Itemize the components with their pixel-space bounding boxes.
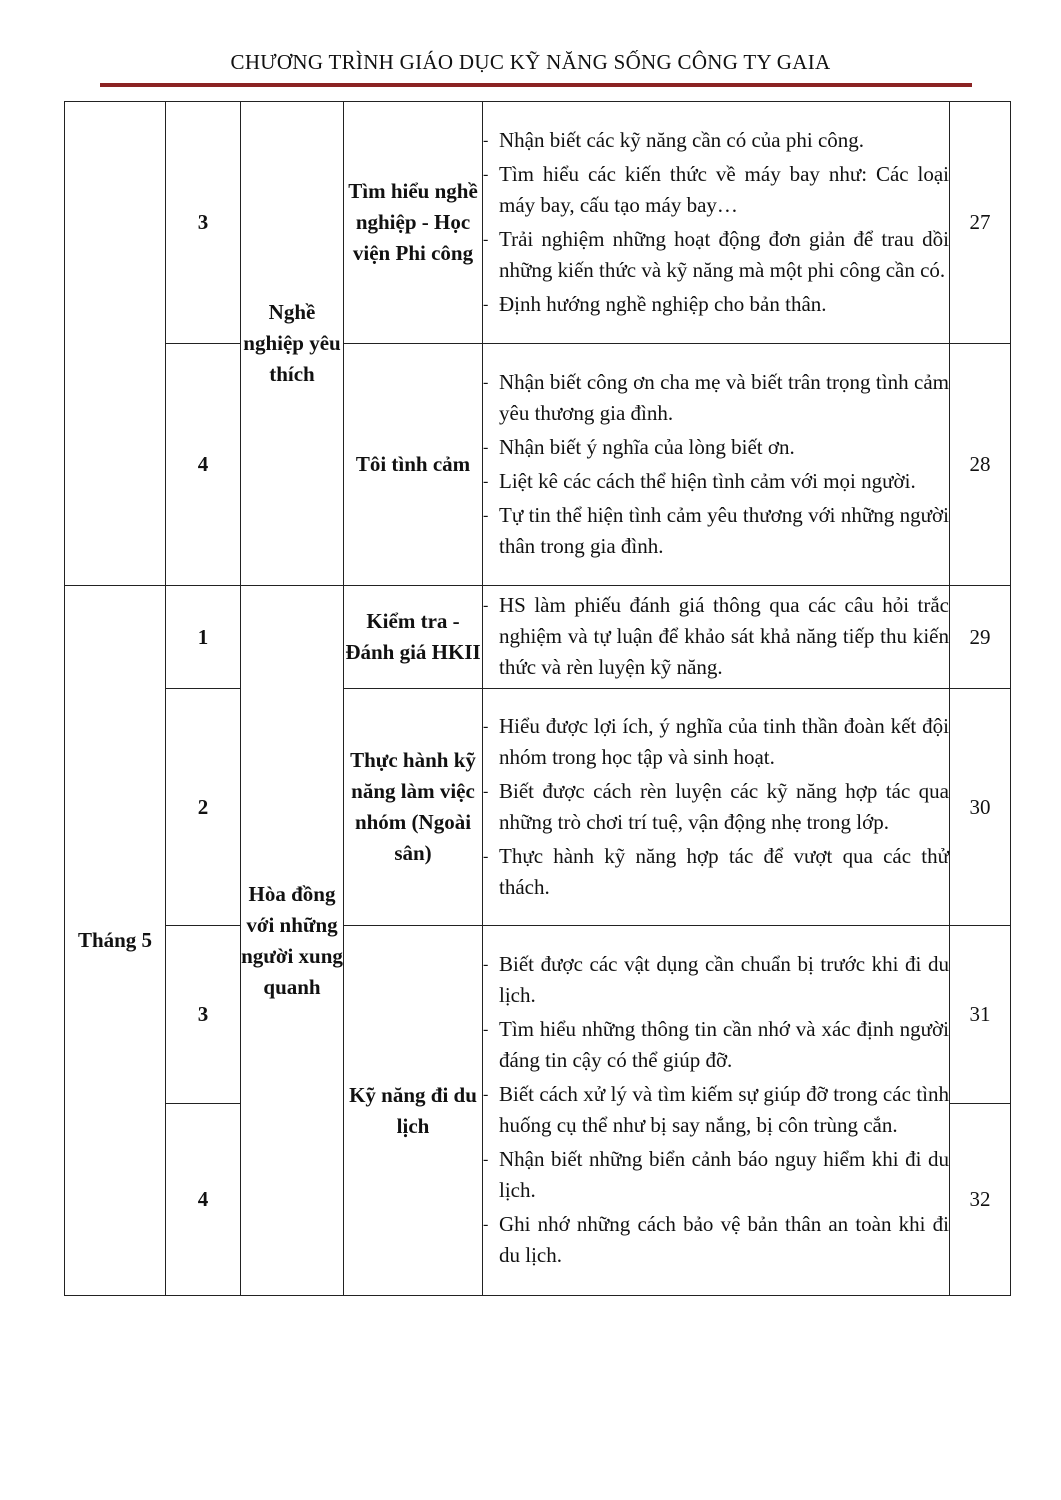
month-cell — [65, 102, 166, 586]
theme-cell: Nghề nghiệp yêu thích — [241, 102, 344, 586]
lesson-cell: Kiểm tra - Đánh giá HKII — [344, 586, 483, 689]
table-row — [65, 344, 1011, 586]
week-cell: 3 — [166, 102, 241, 344]
lesson-cell: Thực hành kỹ năng làm việc nhóm (Ngoài sân) — [344, 689, 483, 926]
curriculum-table — [64, 101, 1011, 1296]
goal-item: - Biết cách xử lý và tìm kiếm sự giúp đỡ trong các tình huống cụ thể như bị say nắng, bị côn trùng cắn. — [483, 1079, 949, 1141]
month-cell: Tháng 5 — [65, 586, 166, 1296]
week-cell: 1 — [166, 586, 241, 689]
table-row — [65, 689, 1011, 926]
goals-list — [483, 949, 949, 1271]
goal-item: - Biết được cách rèn luyện các kỹ năng hợp tác qua những trò chơi trí tuệ, vận động nhẹ trong lớp. — [483, 776, 949, 838]
lesson-cell: Tôi tình cảm — [344, 344, 483, 586]
goal-item: - Hiểu được lợi ích, ý nghĩa của tinh thần đoàn kết đội nhóm trong học tập và sinh hoạt. — [483, 711, 949, 773]
goals-cell — [483, 926, 950, 1296]
lesson-number-cell: 31 — [950, 926, 1011, 1104]
goal-item: - Nhận biết công ơn cha mẹ và biết trân trọng tình cảm yêu thương gia đình. — [483, 367, 949, 429]
lesson-number-cell: 32 — [950, 1104, 1011, 1296]
goal-item: - Tự tin thể hiện tình cảm yêu thương với những người thân trong gia đình. — [483, 500, 949, 562]
week-cell: 2 — [166, 689, 241, 926]
goal-item: - Biết được các vật dụng cần chuẩn bị trước khi đi du lịch. — [483, 949, 949, 1011]
week-cell: 4 — [166, 344, 241, 586]
week-cell: 4 — [166, 1104, 241, 1296]
goal-item: - Thực hành kỹ năng hợp tác để vượt qua các thử thách. — [483, 841, 949, 903]
goals-cell — [483, 344, 950, 586]
goal-item: - Liệt kê các cách thể hiện tình cảm với mọi người. — [483, 466, 949, 497]
table-row — [65, 586, 1011, 689]
week-cell: 3 — [166, 926, 241, 1104]
goal-item: - Nhận biết những biển cảnh báo nguy hiểm khi đi du lịch. — [483, 1144, 949, 1206]
lesson-cell: Tìm hiểu nghề nghiệp - Học viện Phi công — [344, 102, 483, 344]
goals-list — [483, 367, 949, 562]
goal-item: - Nhận biết ý nghĩa của lòng biết ơn. — [483, 432, 949, 463]
goals-list — [483, 590, 949, 683]
header-divider — [100, 83, 972, 87]
page-header-title: CHƯƠNG TRÌNH GIÁO DỤC KỸ NĂNG SỐNG CÔNG TY GAIA — [230, 50, 831, 74]
goal-item: - Ghi nhớ những cách bảo vệ bản thân an toàn khi đi du lịch. — [483, 1209, 949, 1271]
goal-item: - Nhận biết các kỹ năng cần có của phi công. — [483, 125, 949, 156]
goal-item: - Tìm hiểu những thông tin cần nhớ và xác định người đáng tin cậy có thể giúp đỡ. — [483, 1014, 949, 1076]
goal-item: - Định hướng nghề nghiệp cho bản thân. — [483, 289, 949, 320]
lesson-number-cell: 28 — [950, 344, 1011, 586]
goals-cell — [483, 586, 950, 689]
theme-cell: Hòa đồng với những người xung quanh — [241, 586, 344, 1296]
table-row — [65, 926, 1011, 1104]
goal-item: - HS làm phiếu đánh giá thông qua các câu hỏi trắc nghiệm và tự luận để khảo sát khả năng tiếp thu kiến thức và rèn luyện kỹ năng. — [483, 590, 949, 683]
goals-cell — [483, 102, 950, 344]
goals-list — [483, 711, 949, 903]
lesson-number-cell: 27 — [950, 102, 1011, 344]
goals-list — [483, 125, 949, 320]
table-row — [65, 102, 1011, 344]
goals-cell — [483, 689, 950, 926]
lesson-cell: Kỹ năng đi du lịch — [344, 926, 483, 1296]
goal-item: - Trải nghiệm những hoạt động đơn giản để trau dồi những kiến thức và kỹ năng mà một phi công cần có. — [483, 224, 949, 286]
goal-item: - Tìm hiểu các kiến thức về máy bay như: Các loại máy bay, cấu tạo máy bay… — [483, 159, 949, 221]
lesson-number-cell: 29 — [950, 586, 1011, 689]
lesson-number-cell: 30 — [950, 689, 1011, 926]
